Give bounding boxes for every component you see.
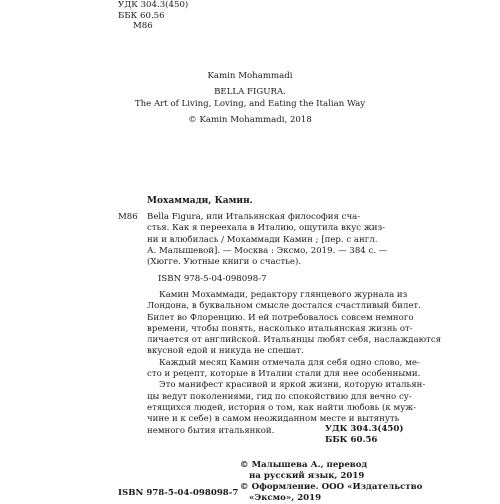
- bottom-bbk-code: ББК 60.56: [325, 435, 378, 445]
- annotation-line: вкусной едой и никуда не спешат.: [147, 346, 304, 357]
- annotation-line: Камин Мохаммади, редактору глянцевого журнала из: [159, 290, 408, 300]
- catalog-line: (Хюгге. Уютные книги о счастье).: [147, 257, 302, 268]
- bbk-code: ББК 60.56: [118, 10, 165, 21]
- catalog-entry: [147, 212, 387, 268]
- annotation-line: немного бытия итальянкой.: [147, 425, 275, 436]
- udk-code: УДК 304.3(450): [118, 0, 189, 10]
- original-title: BELLA FIGURA.: [214, 87, 286, 97]
- original-author: Kamin Mohammadi: [207, 71, 293, 81]
- author-mark: М86: [133, 21, 153, 31]
- footer-isbn: ISBN 978-5-04-098098-7: [118, 488, 239, 498]
- translation-line: на русский язык, 2019: [249, 471, 365, 481]
- annotation-line: цы ведут поколениями, гид по спокойствию для вечно су-: [147, 391, 412, 402]
- annotation-line: времени, чтобы понять, насколько итальянская жизнь от-: [147, 323, 413, 334]
- catalog-line: Bella Figura, или Итальянская философия сча-: [147, 212, 361, 222]
- design-line: © Оформление. ООО «Издательство: [240, 482, 423, 492]
- annotation-line: чине и к себе) в самом неожиданном месте и вытянуть: [147, 414, 400, 425]
- catalog-line: ни и влюбилась / Мохаммади Камин ; [пер. с англ.: [147, 234, 378, 245]
- top-catalog-codes: [118, 0, 188, 32]
- design-line: «Эксмо», 2019: [249, 493, 322, 503]
- annotation-line: Лондона, в буквальном смысле достался счастливый билет.: [147, 301, 421, 312]
- catalog-heading: Мохаммади, Камин.: [147, 196, 253, 206]
- catalog-mark: М86: [118, 212, 138, 222]
- translation-line: © Малышева А., перевод: [240, 460, 368, 470]
- annotation-line: личается от английской. Итальянцы любят себя, наслаждаются: [147, 335, 442, 346]
- annotation-line: Это манифест красивой и яркой жизни, которую итальян-: [159, 380, 426, 391]
- annotation: [147, 290, 441, 437]
- original-subtitle: The Art of Living, Loving, and Eating the Italian Way: [134, 99, 366, 109]
- bottom-catalog-codes: [325, 424, 403, 446]
- annotation-line: етящихся людей, история о том, как найти любовь (к муж-: [147, 402, 417, 413]
- annotation-line: Каждый месяц Камин отмечала для себя одно слово, ме-: [159, 357, 420, 368]
- translation-copyright: [240, 460, 422, 504]
- bottom-udk-code: УДК 304.3(450): [325, 424, 404, 434]
- original-copyright: © Kamin Mohammadi, 2018: [188, 115, 312, 125]
- annotation-line: Билет во Флоренцию. И ей потребовалось совсем немного: [147, 312, 414, 323]
- annotation-line: сто и рецепт, которые в Италии стали для нее особенными.: [147, 369, 421, 380]
- catalog-line: стья. Как я переехала в Италию, ощутила вкус жиз-: [147, 223, 386, 234]
- catalog-isbn: ISBN 978-5-04-098098-7: [158, 274, 267, 284]
- catalog-line: А. Малышевой]. — Москва : Эксмо, 2019. — 384 с. —: [147, 245, 388, 256]
